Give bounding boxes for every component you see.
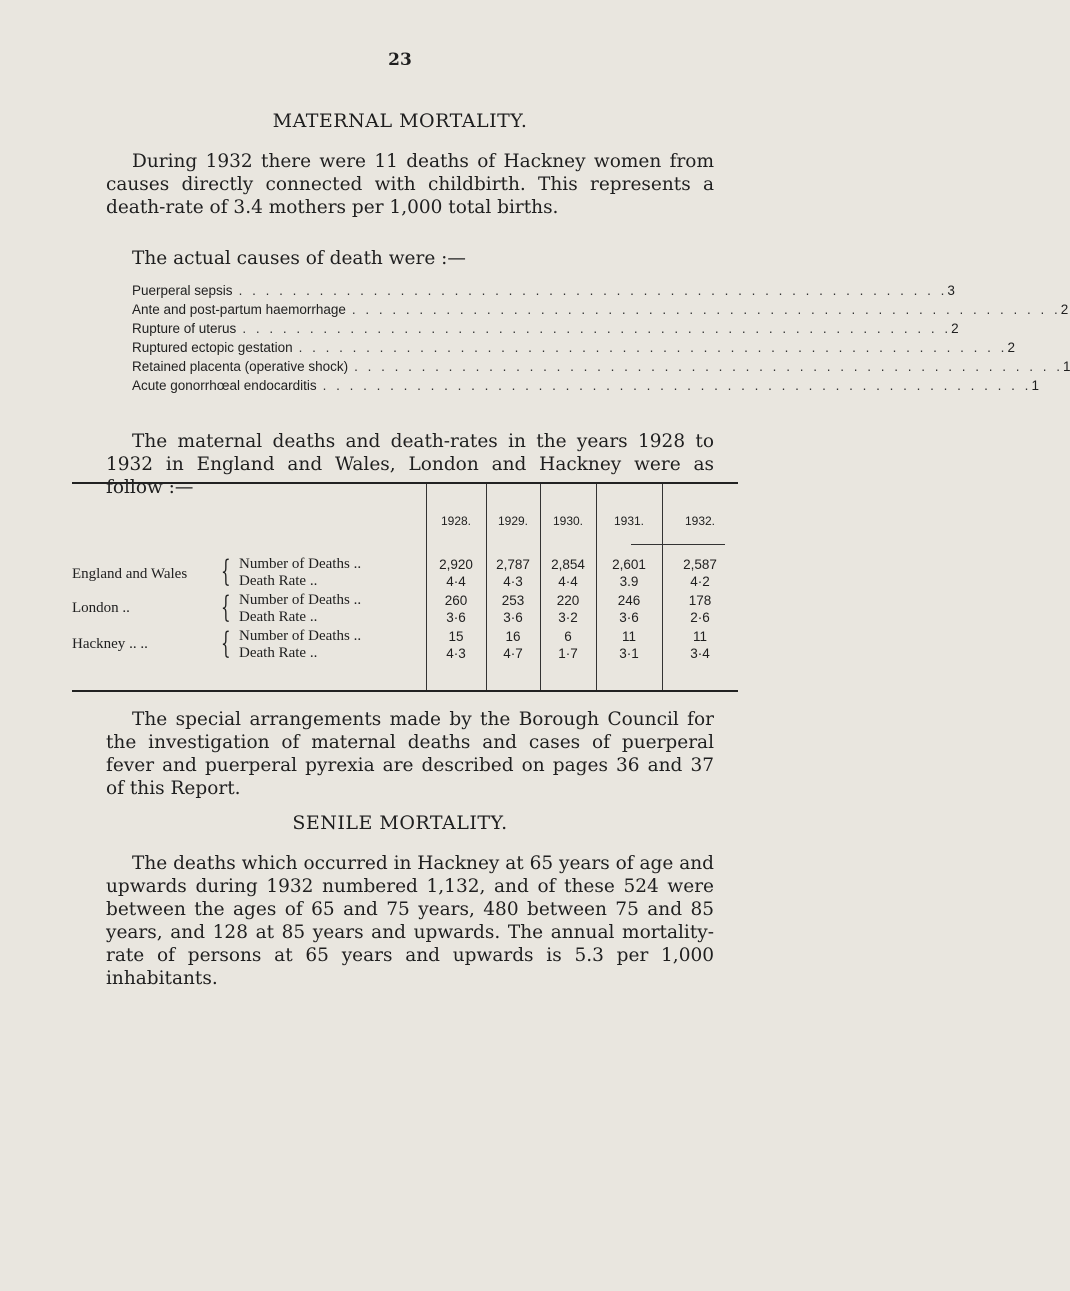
cause-label: Retained placenta (operative shock) <box>132 359 349 374</box>
table-cell: 4·3 <box>446 646 466 661</box>
table-cell: 246 <box>617 593 641 608</box>
cause-count: 2 <box>951 321 959 336</box>
table-cell: 3·1 <box>619 646 639 661</box>
table-cell: 253 <box>501 593 525 608</box>
region-name: Hackney .. .. <box>72 636 148 652</box>
table-cell: 2,854 <box>551 557 585 572</box>
table-cell: 4·3 <box>503 574 523 589</box>
table-cell: 15 <box>448 629 464 644</box>
table-cell: 11 <box>692 629 707 644</box>
maternal-mortality-heading: MATERNAL MORTALITY. <box>272 110 528 132</box>
table-cell: 2,920 <box>439 557 473 572</box>
table-cell: 4·4 <box>558 574 578 589</box>
cause-count: 1 <box>1062 359 1070 374</box>
table-cell: 3·4 <box>690 646 710 661</box>
table-intro-paragraph: The maternal deaths and death-rates in the years 1928 to 1932 in England and Wales, London and Hackney were as follow :— <box>106 431 714 498</box>
cause-leader-dots: . . . . . . . . . . . . . . . . . . . . . . . . . . . . . . . . . . . . . . . . . . . . . . . . . . . . . <box>351 302 1061 317</box>
measure-label: Number of Deaths .. <box>239 628 362 644</box>
table-cell: 6 <box>564 629 572 644</box>
table-cell: 3.9 <box>619 574 639 589</box>
table-cell: 4·7 <box>503 646 523 661</box>
cause-count: 2 <box>1007 340 1015 355</box>
measure-label: Number of Deaths .. <box>239 592 362 608</box>
header-underline <box>631 544 725 545</box>
senile-mortality-heading: SENILE MORTALITY. <box>292 812 508 834</box>
table-cell: 178 <box>688 593 712 608</box>
table-cell: 2,787 <box>496 557 530 572</box>
region-name: London .. <box>72 600 130 616</box>
table-cell: 2·6 <box>690 610 710 625</box>
year-header: 1930. <box>552 514 584 528</box>
table-cell: 260 <box>444 593 468 608</box>
cause-leader-dots: . . . . . . . . . . . . . . . . . . . . . . . . . . . . . . . . . . . . . . . . . . . . . . . . . . . . . <box>242 321 952 336</box>
table-cell: 2,587 <box>683 557 717 572</box>
brace: { <box>221 554 231 589</box>
cause-leader-dots: . . . . . . . . . . . . . . . . . . . . . . . . . . . . . . . . . . . . . . . . . . . . . . . . . . . . . <box>238 283 948 298</box>
table-cell: 11 <box>621 629 636 644</box>
cause-leader-dots: . . . . . . . . . . . . . . . . . . . . . . . . . . . . . . . . . . . . . . . . . . . . . . . . . . . . . <box>354 359 1063 374</box>
measure-label: Death Rate .. <box>239 645 318 661</box>
cause-row <box>132 338 1015 357</box>
table-cell: 16 <box>505 629 521 644</box>
causes-intro: The actual causes of death were :— <box>132 248 466 269</box>
page-number: 23 <box>388 50 412 70</box>
table-cell: 1·7 <box>558 646 578 661</box>
table-cell: 3·6 <box>446 610 466 625</box>
table-cell: 4·4 <box>446 574 466 589</box>
cause-count: 2 <box>1060 302 1069 317</box>
closing-paragraph: The special arrangements made by the Borough Council for the investigation of maternal deaths and cases of puerperal fever and puerperal pyrexia are described on pages 36 and 37 of this Report. <box>106 709 714 799</box>
table-cell: 4·2 <box>690 574 710 589</box>
cause-row <box>132 300 1069 319</box>
measure-label: Death Rate .. <box>239 573 318 589</box>
region-name: England and Wales <box>72 566 188 582</box>
brace: { <box>221 590 231 625</box>
year-header: 1931. <box>613 514 645 528</box>
cause-label: Ruptured ectopic gestation <box>132 340 293 355</box>
cause-label: Acute gonorrhœal endocarditis <box>132 378 317 393</box>
year-header: 1932. <box>684 514 716 528</box>
cause-label: Rupture of uterus <box>132 321 237 336</box>
senile-paragraph: The deaths which occurred in Hackney at 65 years of age and upwards during 1932 numbered 1,132, and of these 524 were between the ages of 65 and 75 years, 480 between 75 and 85 years, and 128 at 85 years and upwards. The annual mortality-rate of persons at 65 years and upwards is 5.3 per 1,000 inhabitants. <box>106 853 714 989</box>
cause-label: Ante and post-partum haemorrhage <box>132 302 346 317</box>
cause-count: 3 <box>947 283 955 298</box>
measure-label: Number of Deaths .. <box>239 556 362 572</box>
table-cell: 3·2 <box>558 610 578 625</box>
table-cell: 3·6 <box>503 610 523 625</box>
cause-leader-dots: . . . . . . . . . . . . . . . . . . . . . . . . . . . . . . . . . . . . . . . . . . . . . . . . . . . . . <box>298 340 1008 355</box>
cause-count: 1 <box>1031 378 1039 393</box>
cause-leader-dots: . . . . . . . . . . . . . . . . . . . . . . . . . . . . . . . . . . . . . . . . . . . . . . . . . . . . . <box>322 378 1032 393</box>
cause-row <box>132 319 959 338</box>
table-cell: 3·6 <box>619 610 639 625</box>
measure-label: Death Rate .. <box>239 609 318 625</box>
table-cell: 2,601 <box>612 557 646 572</box>
maternal-intro-paragraph: During 1932 there were 11 deaths of Hackney women from causes directly connected with childbirth. This represents a death-rate of 3.4 mothers per 1,000 total births. <box>106 151 714 218</box>
cause-row <box>132 281 955 300</box>
year-header: 1929. <box>497 514 529 528</box>
causes-list <box>132 281 1070 395</box>
brace: { <box>221 626 231 661</box>
cause-row <box>132 376 1039 395</box>
year-header: 1928. <box>440 514 472 528</box>
table-cell: 220 <box>556 593 580 608</box>
cause-row <box>132 357 1070 376</box>
cause-label: Puerperal sepsis <box>132 283 233 298</box>
